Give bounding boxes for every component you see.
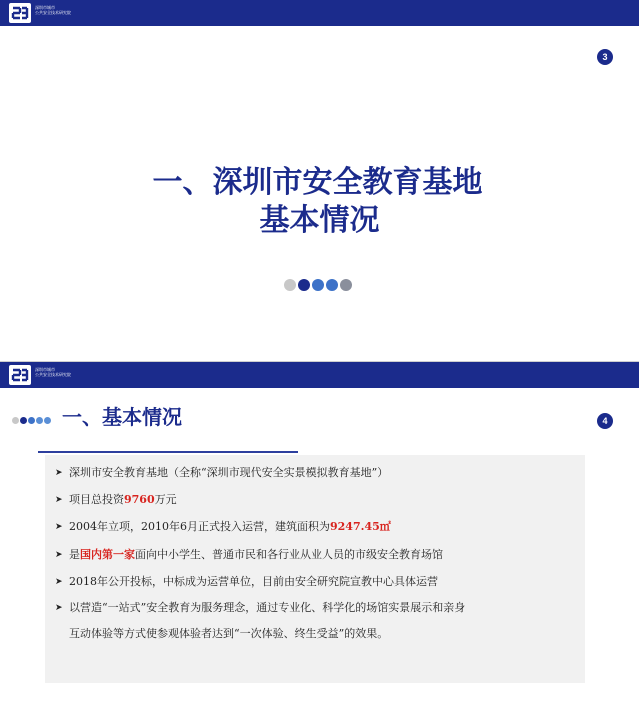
logo-text	[35, 367, 71, 377]
cover-title-line-2: 基本情况	[259, 203, 380, 238]
bullet-text	[69, 466, 388, 480]
decorative-dots	[284, 279, 352, 291]
arrow-bullet-icon: ➤	[55, 468, 63, 478]
highlight-text: 9247.45㎡	[330, 520, 391, 533]
bullet-text	[69, 548, 443, 562]
decorative-dots	[12, 417, 51, 424]
bullet-continuation: 互动体验等方式使参观体验者达到“一次体验、终生受益”的效果。	[69, 627, 389, 640]
header-bar	[0, 0, 639, 26]
decorative-dot	[36, 417, 43, 424]
bullet-item	[55, 575, 438, 589]
bullet-text-segment: 是	[69, 548, 80, 561]
bullet-item	[55, 493, 177, 507]
decorative-dot	[326, 279, 338, 291]
decorative-dot	[28, 417, 35, 424]
page-number-badge: 3	[597, 49, 613, 65]
decorative-dot	[312, 279, 324, 291]
content-box	[45, 455, 585, 683]
arrow-bullet-icon: ➤	[55, 495, 63, 505]
bullet-text	[69, 493, 177, 507]
bullet-text-segment: 项目总投资	[69, 493, 124, 506]
bullet-text	[69, 601, 465, 615]
arrow-bullet-icon: ➤	[55, 603, 63, 613]
page-number-badge: 4	[597, 413, 613, 429]
decorative-dot	[12, 417, 19, 424]
decorative-dot	[340, 279, 352, 291]
arrow-bullet-icon: ➤	[55, 522, 63, 532]
highlight-text: 国内第一家	[80, 548, 135, 561]
arrow-bullet-icon: ➤	[55, 577, 63, 587]
bullet-text	[69, 575, 438, 589]
decorative-dot	[284, 279, 296, 291]
shenzhen-institute-logo-icon	[9, 3, 31, 23]
bullet-item	[55, 520, 391, 534]
arrow-bullet-icon: ➤	[55, 550, 63, 560]
decorative-dot	[298, 279, 310, 291]
bullet-text-segment: 2018年公开投标，中标成为运营单位，目前由安全研究院宣教中心具体运营	[69, 575, 438, 588]
logo	[9, 365, 93, 385]
title-underline	[38, 451, 298, 453]
logo-line-1: 深圳市城市	[35, 5, 55, 10]
decorative-dot	[44, 417, 51, 424]
bullet-text-segment: 2004年立项，2010年6月正式投入运营，建筑面积为	[69, 520, 330, 533]
logo-line-2: 公共安全技术研究院	[35, 372, 71, 377]
highlight-text: 9760	[124, 493, 155, 506]
logo-text	[35, 5, 71, 15]
shenzhen-institute-logo-icon	[9, 365, 31, 385]
logo-line-2: 公共安全技术研究院	[35, 10, 71, 15]
bullet-text-segment: 万元	[154, 493, 177, 506]
header-bar	[0, 362, 639, 388]
slide-cover	[0, 0, 639, 359]
decorative-dot	[20, 417, 27, 424]
bullet-text-segment: 深圳市安全教育基地（全称“深圳市现代安全实景模拟教育基地”）	[69, 466, 389, 479]
logo-line-1: 深圳市城市	[35, 367, 55, 372]
slide-content	[0, 361, 639, 720]
bullet-text	[69, 520, 391, 534]
bullet-item	[55, 548, 443, 562]
logo	[9, 3, 93, 23]
bullet-text-segment: 面向中小学生、普通市民和各行业从业人员的市级安全教育场馆	[135, 548, 443, 561]
bullet-item	[55, 601, 465, 615]
cover-title-line-1: 一、深圳市安全教育基地	[152, 165, 483, 200]
bullet-item	[55, 466, 388, 480]
section-title: 一、基本情况	[62, 405, 182, 429]
bullet-text-segment: 以营造“一站式”安全教育为服务理念，通过专业化、科学化的场馆实景展示和亲身	[69, 601, 466, 614]
